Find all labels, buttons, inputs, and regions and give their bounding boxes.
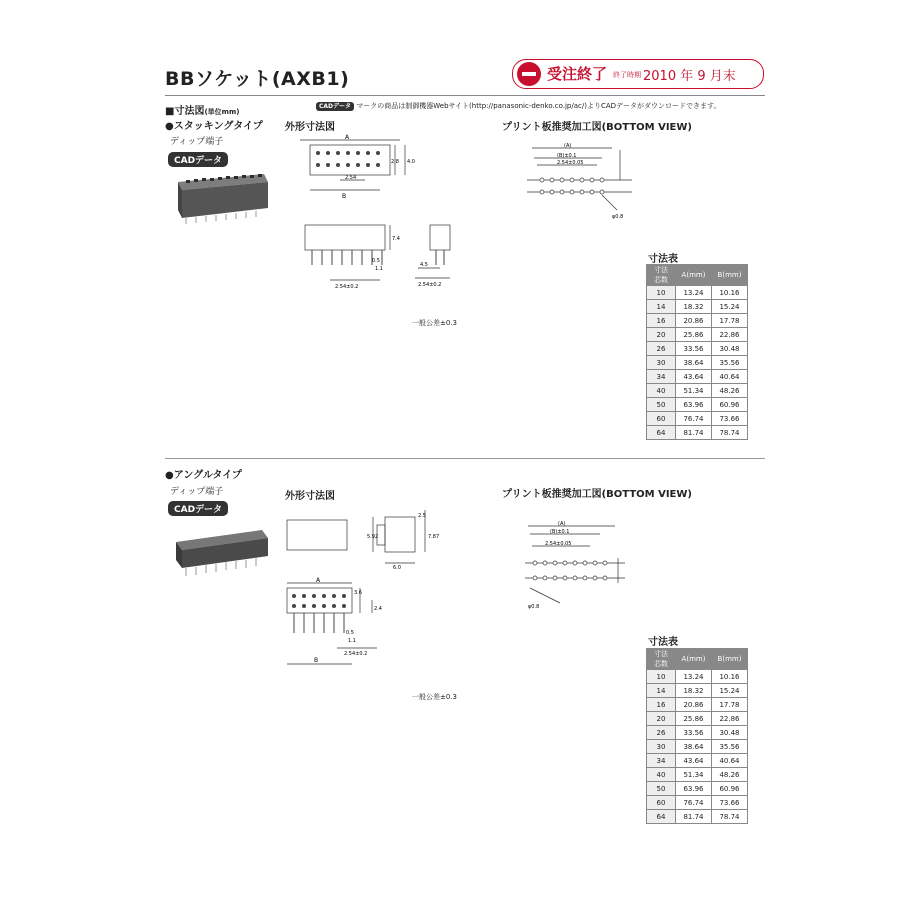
cell-pin-count: 64	[647, 810, 676, 824]
cell-b: 73.66	[712, 412, 748, 426]
table-row	[647, 356, 748, 370]
table-body-2	[647, 670, 748, 824]
cell-pin-count: 16	[647, 314, 676, 328]
cell-pin-count: 20	[647, 712, 676, 726]
table-row	[647, 684, 748, 698]
pcb-label: プリント板推奨加工図(BOTTOM VIEW)	[502, 122, 692, 133]
cell-b: 17.78	[712, 314, 748, 328]
cell-b: 78.74	[712, 426, 748, 440]
cad-note-badge: CADデータ	[316, 102, 354, 111]
cell-b: 48.26	[712, 768, 748, 782]
label-pitch-tol-2: 2.54±0.2	[344, 651, 368, 657]
col-b: B(mm)	[712, 649, 748, 670]
outline-label-2: 外形寸法図	[285, 491, 335, 502]
order-end-banner	[512, 59, 764, 89]
tolerance-note-2: 一般公差±0.3	[412, 693, 457, 701]
label-a: A	[345, 134, 350, 141]
table-row	[647, 754, 748, 768]
label-h3: 7.4	[392, 236, 400, 242]
pcb2-label-b: (B)±0.1	[550, 529, 570, 535]
cell-a: 51.34	[676, 384, 712, 398]
cell-pin-count: 14	[647, 684, 676, 698]
title-rule	[165, 95, 765, 96]
label-a2-t: 2.5	[418, 513, 426, 519]
cell-a: 25.86	[676, 328, 712, 342]
cell-a: 13.24	[676, 670, 712, 684]
cell-a: 43.64	[676, 754, 712, 768]
cell-pin-count: 30	[647, 356, 676, 370]
label-a2-w: 6.0	[393, 565, 401, 571]
cell-pin-count: 50	[647, 398, 676, 412]
table-row	[647, 286, 748, 300]
cell-b: 48.26	[712, 384, 748, 398]
table-row	[647, 384, 748, 398]
cad-note-text: マークの商品は制御機器Webサイト(http://panasonic-denko.co.jp/ac/)よりCADデータがダウンロードできます。	[356, 102, 721, 110]
dimension-heading	[165, 102, 239, 117]
cell-pin-count: 16	[647, 698, 676, 712]
stacking-type-label: ●スタッキングタイプ	[165, 121, 263, 132]
heading-unit: (単位mm)	[204, 108, 240, 116]
cell-pin-count: 50	[647, 782, 676, 796]
cell-pin-count: 30	[647, 740, 676, 754]
stacking-top-view-drawing	[290, 135, 430, 210]
cell-b: 78.74	[712, 810, 748, 824]
cell-b: 35.56	[712, 740, 748, 754]
cell-pin-count: 60	[647, 412, 676, 426]
angle-type-label: ●アングルタイプ	[165, 470, 242, 481]
cell-b: 40.64	[712, 370, 748, 384]
cell-b: 40.64	[712, 754, 748, 768]
table-header-row	[647, 265, 748, 286]
cell-b: 22.86	[712, 328, 748, 342]
cell-b: 17.78	[712, 698, 748, 712]
cell-a: 76.74	[676, 796, 712, 810]
cell-pin-count: 40	[647, 768, 676, 782]
cell-pin-count: 60	[647, 796, 676, 810]
cell-a: 38.64	[676, 356, 712, 370]
cell-a: 20.86	[676, 314, 712, 328]
tolerance-note-1: 一般公差±0.3	[412, 319, 457, 327]
angle-side-drawing	[282, 578, 392, 670]
table-row	[647, 712, 748, 726]
cell-a: 81.74	[676, 810, 712, 824]
table-header-row	[647, 649, 748, 670]
label-pitch-tol: 2.54±0.2	[335, 284, 359, 290]
dip-terminal-label-2: ディップ端子	[170, 487, 224, 497]
cell-a: 33.56	[676, 342, 712, 356]
label-a2-s2: 2.4	[374, 606, 382, 612]
cell-a: 33.56	[676, 726, 712, 740]
stacking-socket-photo	[172, 168, 272, 228]
cell-b: 22.86	[712, 712, 748, 726]
table-row	[647, 670, 748, 684]
cad-data-badge[interactable]: CADデータ	[168, 152, 228, 167]
label-side-pitch: 2.54±0.2	[418, 282, 442, 288]
label-b-2: B	[314, 657, 319, 664]
cad-note	[316, 101, 720, 111]
col-a: A(mm)	[676, 265, 712, 286]
label-b: B	[342, 193, 347, 200]
cell-pin-count: 40	[647, 384, 676, 398]
cell-a: 18.32	[676, 684, 712, 698]
cell-pin-count: 10	[647, 670, 676, 684]
table-row	[647, 726, 748, 740]
outline-label: 外形寸法図	[285, 122, 335, 133]
dip-terminal-label: ディップ端子	[170, 137, 224, 147]
table-row	[647, 782, 748, 796]
cell-pin-count: 20	[647, 328, 676, 342]
table-row	[647, 810, 748, 824]
pcb-label-a: (A)	[564, 143, 572, 149]
cell-a: 63.96	[676, 398, 712, 412]
section-divider	[165, 458, 765, 459]
label-w1-2: 0.5	[346, 630, 354, 636]
label-h2: 4.0	[407, 159, 415, 165]
table-body-1	[647, 286, 748, 440]
cell-pin-count: 26	[647, 726, 676, 740]
cell-a: 43.64	[676, 370, 712, 384]
table-corner: 寸法 芯数	[647, 265, 676, 286]
label-a2-s1: 3.6	[354, 590, 362, 596]
table-row	[647, 768, 748, 782]
cell-b: 60.96	[712, 398, 748, 412]
table-corner: 寸法 芯数	[647, 649, 676, 670]
label-a-2: A	[316, 577, 321, 584]
cell-pin-count: 34	[647, 754, 676, 768]
label-h1: 2.8	[391, 159, 399, 165]
pcb2-label-pitch: 2.54±0.05	[545, 541, 572, 547]
label-side: 4.5	[420, 262, 428, 268]
cell-a: 18.32	[676, 300, 712, 314]
label-w2-2: 1.1	[348, 638, 356, 644]
cell-b: 30.48	[712, 342, 748, 356]
table-row	[647, 300, 748, 314]
cell-a: 63.96	[676, 782, 712, 796]
cell-b: 60.96	[712, 782, 748, 796]
table-row	[647, 740, 748, 754]
cell-b: 15.24	[712, 300, 748, 314]
cell-a: 76.74	[676, 412, 712, 426]
cell-b: 73.66	[712, 796, 748, 810]
cell-a: 25.86	[676, 712, 712, 726]
cell-a: 51.34	[676, 768, 712, 782]
pcb-label-2: プリント板推奨加工図(BOTTOM VIEW)	[502, 489, 692, 500]
dimension-table-title-2: 寸法表	[648, 637, 678, 648]
table-row	[647, 412, 748, 426]
label-w1: 0.5	[372, 258, 380, 264]
cell-a: 38.64	[676, 740, 712, 754]
pcb-label-hole: φ0.8	[612, 214, 624, 220]
cell-b: 10.16	[712, 670, 748, 684]
col-b: B(mm)	[712, 265, 748, 286]
label-a2-h: 5.92	[367, 534, 379, 540]
table-row	[647, 796, 748, 810]
cell-b: 10.16	[712, 286, 748, 300]
pcb2-label-hole: φ0.8	[528, 604, 540, 610]
cell-a: 20.86	[676, 698, 712, 712]
cell-pin-count: 14	[647, 300, 676, 314]
stacking-pcb-drawing	[522, 140, 642, 220]
table-row	[647, 328, 748, 342]
no-entry-icon	[517, 62, 541, 86]
dimension-table-title-1: 寸法表	[648, 254, 678, 265]
table-row	[647, 398, 748, 412]
cell-pin-count: 26	[647, 342, 676, 356]
cell-b: 30.48	[712, 726, 748, 740]
table-row	[647, 370, 748, 384]
banner-date: 2010 年 9 月末	[643, 69, 736, 84]
heading-text: ■寸法図	[165, 106, 205, 117]
cell-a: 13.24	[676, 286, 712, 300]
cell-b: 15.24	[712, 684, 748, 698]
stacking-side-view-drawing	[300, 220, 470, 295]
table-row	[647, 698, 748, 712]
label-a2-h2: 7.87	[428, 534, 440, 540]
label-w2: 1.1	[375, 266, 383, 272]
cad-data-badge-2[interactable]: CADデータ	[168, 501, 228, 516]
pcb-label-b: (B)±0.1	[557, 153, 577, 159]
angle-socket-photo	[172, 522, 272, 582]
page-title: BBソケット(AXB1)	[165, 68, 350, 90]
angle-pcb-drawing	[520, 518, 640, 608]
cell-b: 35.56	[712, 356, 748, 370]
table-row	[647, 426, 748, 440]
table-row	[647, 314, 748, 328]
col-a: A(mm)	[676, 649, 712, 670]
angle-outline-drawing	[285, 505, 455, 575]
pcb2-label-a: (A)	[558, 521, 566, 527]
banner-small: 終了時期	[613, 71, 641, 79]
cell-pin-count: 34	[647, 370, 676, 384]
pcb-label-pitch: 2.54±0.05	[557, 160, 584, 166]
banner-main: 受注終了	[547, 65, 608, 83]
cell-a: 81.74	[676, 426, 712, 440]
dimension-table-2	[646, 648, 748, 824]
dimension-table-1	[646, 264, 748, 440]
table-row	[647, 342, 748, 356]
cell-pin-count: 64	[647, 426, 676, 440]
label-pitch: 2.54	[345, 175, 357, 181]
cell-pin-count: 10	[647, 286, 676, 300]
